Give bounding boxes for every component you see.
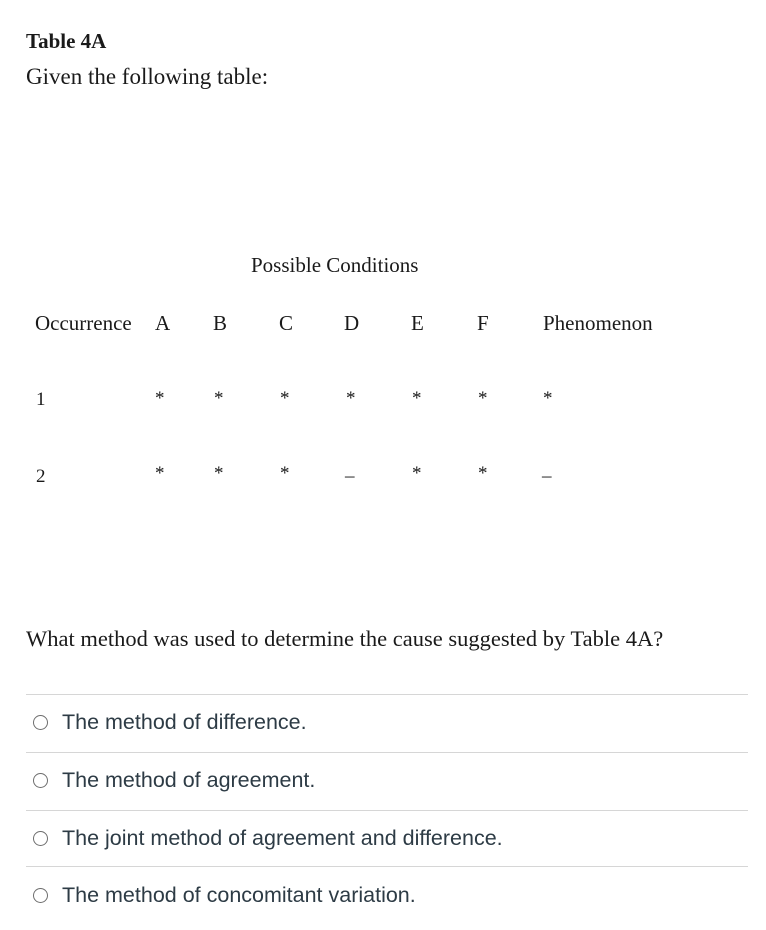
cell-f: * <box>478 463 488 484</box>
header-f: F <box>477 311 489 335</box>
cell-c: * <box>280 463 290 484</box>
cell-b: * <box>214 463 224 484</box>
cell-d: _ <box>345 459 355 480</box>
intro-text: Given the following table: <box>26 64 269 89</box>
cell-e: * <box>412 388 422 409</box>
answer-option-label: The method of concomitant variation. <box>62 882 416 907</box>
answer-option-difference[interactable] <box>26 694 748 750</box>
header-a: A <box>155 311 171 335</box>
cell-a: * <box>155 388 165 409</box>
answer-option-label: The method of difference. <box>62 709 307 734</box>
radio-button-icon[interactable] <box>33 831 48 846</box>
radio-button-icon[interactable] <box>33 888 48 903</box>
answer-option-joint[interactable] <box>26 810 748 866</box>
cell-phenomenon: * <box>543 388 553 409</box>
radio-button-icon[interactable] <box>33 773 48 788</box>
answer-option-agreement[interactable] <box>26 752 748 808</box>
table-title: Table 4A <box>26 29 107 53</box>
cell-d: * <box>346 388 356 409</box>
cell-f: * <box>478 388 488 409</box>
table-caption: Possible Conditions <box>251 253 419 277</box>
question-text: What method was used to determine the cause suggested by Table 4A? <box>26 626 664 651</box>
cell-c: * <box>280 388 290 409</box>
answer-option-label: The method of agreement. <box>62 767 316 792</box>
cell-phenomenon: _ <box>542 459 552 480</box>
radio-button-icon[interactable] <box>33 715 48 730</box>
header-c: C <box>279 311 294 335</box>
header-occurrence: Occurrence <box>35 311 132 335</box>
header-phenomenon: Phenomenon <box>543 311 653 335</box>
answer-option-label: The joint method of agreement and difference. <box>62 825 503 850</box>
header-e: E <box>411 311 424 335</box>
cell-a: * <box>155 463 165 484</box>
header-b: B <box>213 311 228 335</box>
header-d: D <box>344 311 360 335</box>
row-label: 2 <box>36 466 46 487</box>
cell-b: * <box>214 388 224 409</box>
answer-option-concomitant[interactable] <box>26 867 748 923</box>
row-label: 1 <box>36 389 46 410</box>
cell-e: * <box>412 463 422 484</box>
